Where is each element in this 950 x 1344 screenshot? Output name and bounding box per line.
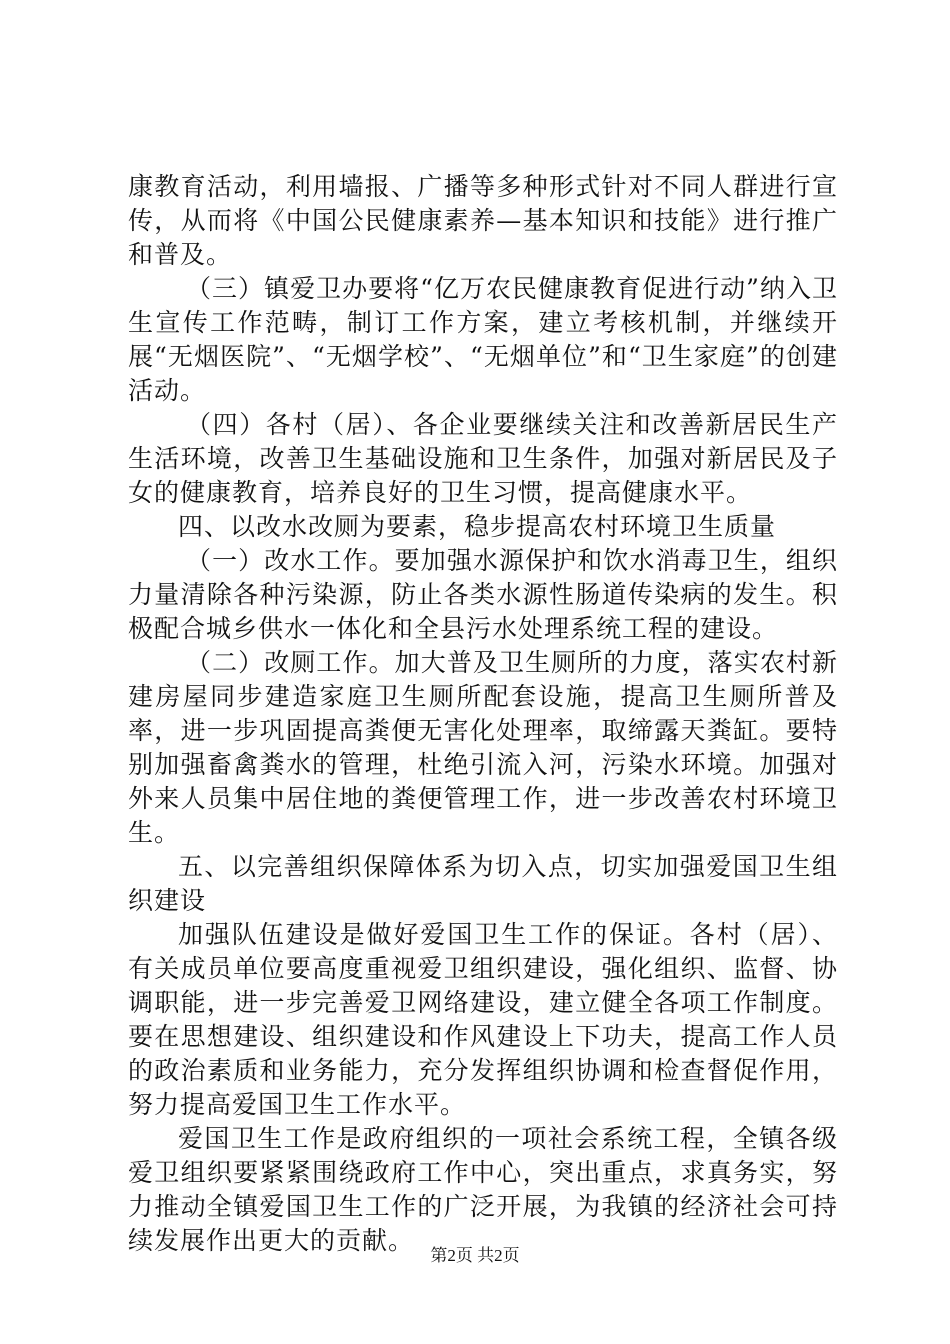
paragraph-team-building: 加强队伍建设是做好爱国卫生工作的保证。各村（居）、有关成员单位要高度重视爱卫组织建设，强化组织、监督、协调职能，进一步完善爱卫网络建设，建立健全各项工作制度。要在思想建设、组织建设和作风建设上下功夫，提高工作人员的政治素质和业务能力，充分发挥组织协调和检查督促作用，努力提高爱国卫生工作水平。 (128, 920, 838, 1119)
paragraph-water-improvement: （一）改水工作。要加强水源保护和饮水消毒卫生，组织力量清除各种污染源，防止各类水源性肠道传染病的发生。积极配合城乡供水一体化和全县污水处理系统工程的建设。 (128, 546, 838, 643)
paragraph-continuation: 康教育活动，利用墙报、广播等多种形式针对不同人群进行宣传，从而将《中国公民健康素养—基本知识和技能》进行推广和普及。 (128, 172, 838, 269)
section-heading-4: 四、以改水改厕为要素，稳步提高农村环境卫生质量 (178, 512, 777, 541)
paragraph-item-3: （三）镇爱卫办要将“亿万农民健康教育促进行动”纳入卫生宣传工作范畴，制订工作方案，建立考核机制，并继续开展“无烟医院”、“无烟学校”、“无烟单位”和“卫生家庭”的创建活动。 (128, 274, 838, 405)
page-footer: 第2页 共2页 (430, 1246, 520, 1265)
document-body (128, 170, 838, 1258)
section-heading-5: 五、以完善组织保障体系为切入点，切实加强爱国卫生组织建设 (128, 852, 838, 915)
paragraph-item-4: （四）各村（居）、各企业要继续关注和改善新居民生产生活环境，改善卫生基础设施和卫生条件，加强对新居民及子女的健康教育，培养良好的卫生习惯，提高健康水平。 (128, 410, 838, 507)
paragraph-conclusion: 爱国卫生工作是政府组织的一项社会系统工程，全镇各级爱卫组织要紧紧围绕政府工作中心，突出重点，求真务实，努力推动全镇爱国卫生工作的广泛开展，为我镇的经济社会可持续发展作出更大的贡献。 (128, 1124, 838, 1255)
paragraph-toilet-improvement: （二）改厕工作。加大普及卫生厕所的力度，落实农村新建房屋同步建造家庭卫生厕所配套设施，提高卫生厕所普及率，进一步巩固提高粪便无害化处理率，取缔露天粪缸。要特别加强畜禽粪水的管理，杜绝引流入河，污染水环境。加强对外来人员集中居住地的粪便管理工作，进一步改善农村环境卫生。 (128, 648, 838, 847)
